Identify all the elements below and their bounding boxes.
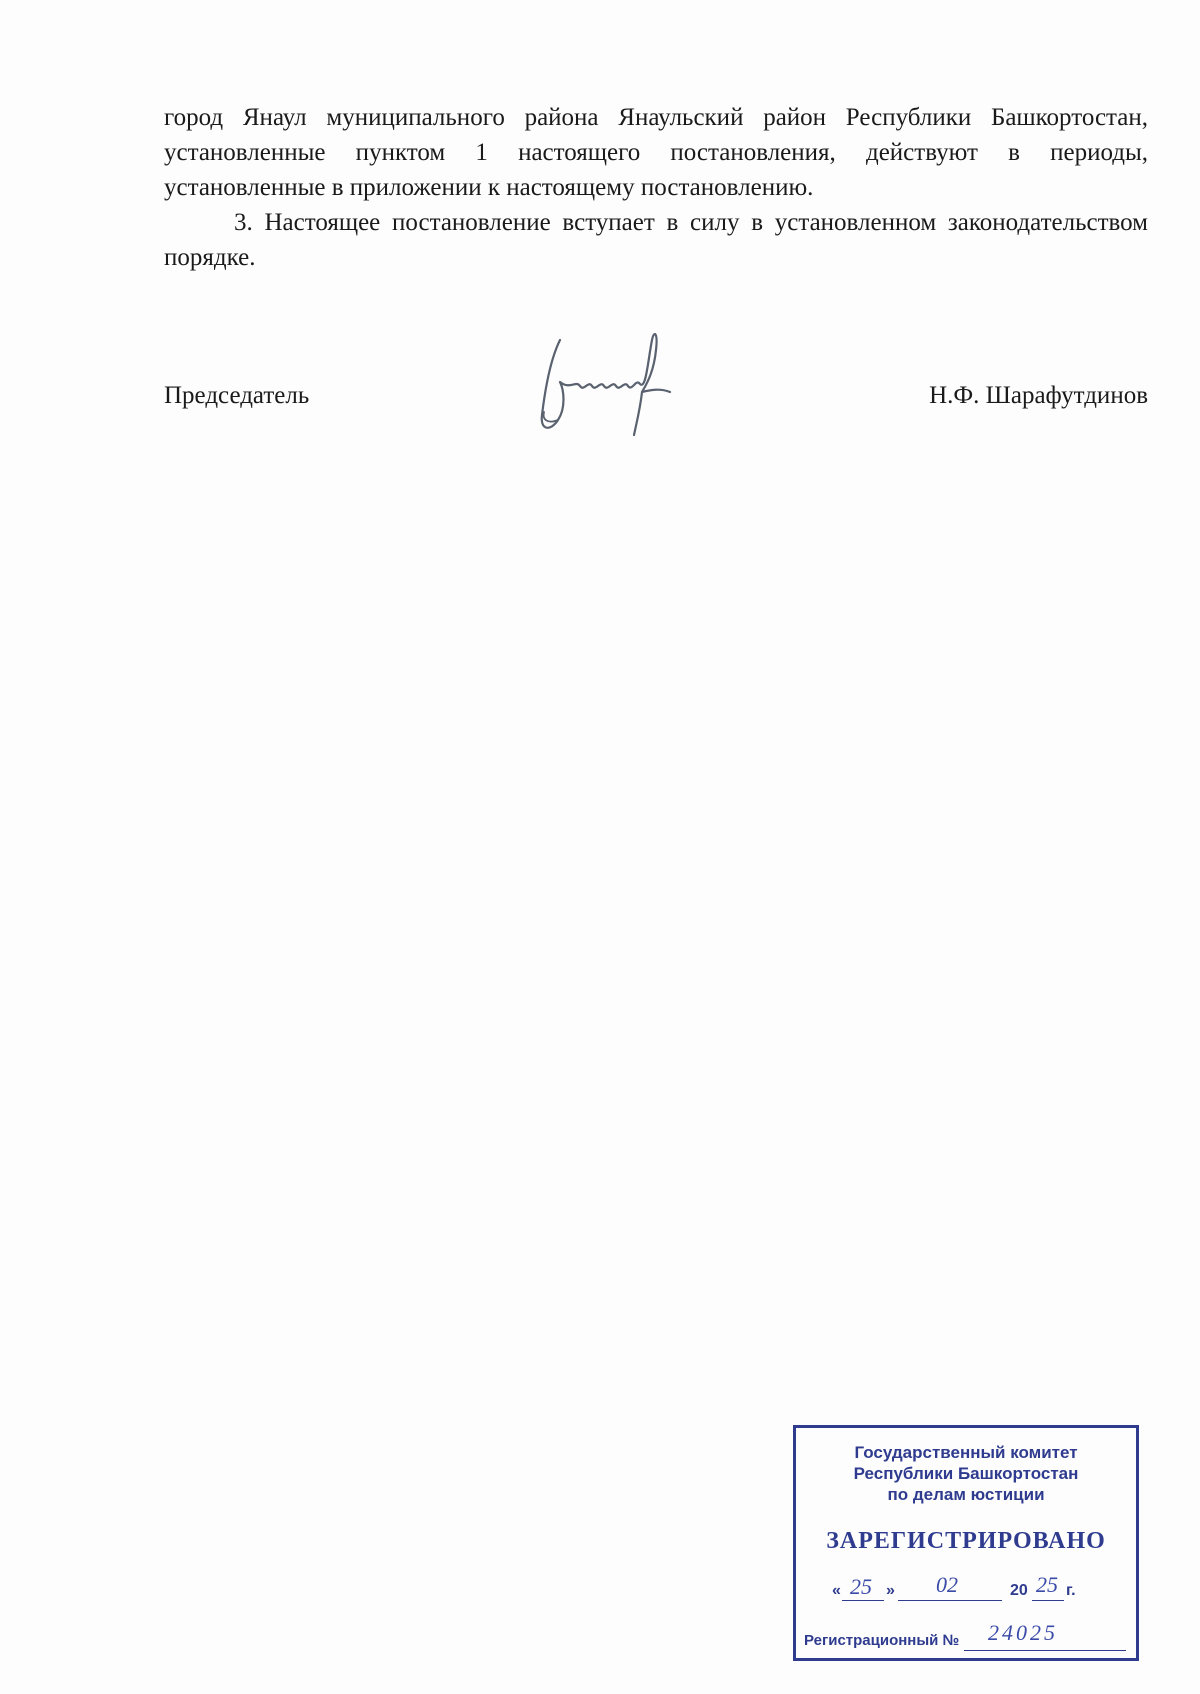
stamp-date-suffix: г. (1066, 1582, 1076, 1599)
stamp-date-month: 02 (936, 1572, 958, 1597)
stamp-registration-number (804, 1620, 1134, 1656)
stamp-date-month-line (898, 1600, 1002, 1601)
stamp-organization (796, 1442, 1136, 1505)
registration-stamp (793, 1425, 1139, 1661)
stamp-date-year-line (1032, 1600, 1064, 1601)
document-body (164, 100, 1148, 275)
stamp-reg-label: Регистрационный № (804, 1632, 960, 1649)
stamp-reg-number: 24025 (988, 1620, 1058, 1645)
stamp-status: ЗАРЕГИСТРИРОВАНО (826, 1528, 1106, 1554)
body-paragraph-1: город Янаул муниципального района Янаульский район Республики Башкортостан, установленные пунктом 1 настоящего постановления, действуют в периоды, установленные в приложении к настоящему постановлению. (164, 104, 1148, 201)
stamp-org-line-1: Государственный комитет (854, 1443, 1078, 1462)
stamp-date-open-quote: « (832, 1582, 841, 1599)
handwritten-signature-icon (530, 320, 700, 450)
signatory-name: Н.Ф. Шарафутдинов (929, 382, 1148, 409)
stamp-date-day-line (842, 1600, 884, 1601)
stamp-org-line-2: Республики Башкортостан (853, 1464, 1079, 1483)
stamp-date-century: 20 (1010, 1582, 1028, 1599)
stamp-date-close-quote: » (886, 1582, 895, 1599)
body-paragraph-2: 3. Настоящее постановление вступает в силу в установленном законодательством порядке. (164, 209, 1148, 271)
signatory-position: Председатель (164, 382, 310, 409)
stamp-org-line-3: по делам юстиции (887, 1485, 1045, 1504)
stamp-date-year: 25 (1036, 1572, 1058, 1597)
stamp-date-day: 25 (850, 1574, 872, 1599)
stamp-reg-line (964, 1650, 1126, 1651)
stamp-date (832, 1572, 1122, 1608)
